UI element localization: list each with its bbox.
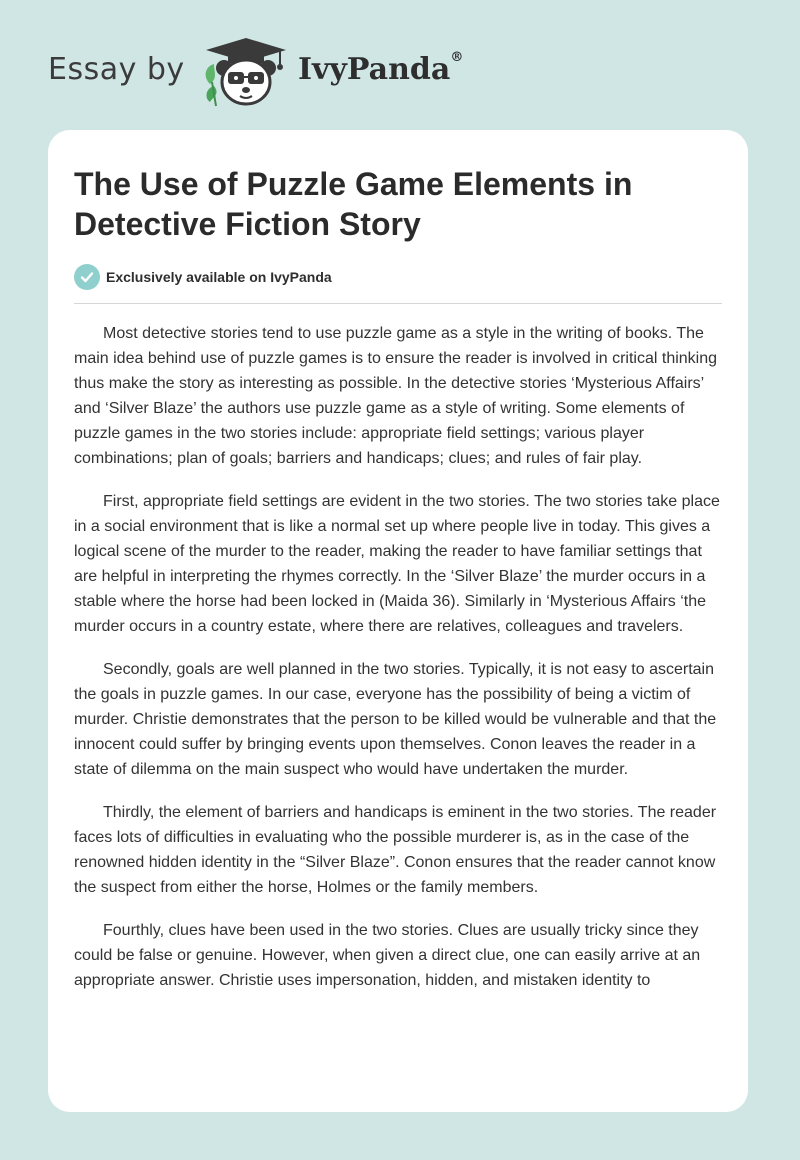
divider: [74, 303, 722, 304]
paragraph: Fourthly, clues have been used in the two stories. Clues are usually tricky since they could be false or genuine. However, when given a direct clue, one can easily arrive at an appropriate answer. Christie uses impersonation, hidden, and mistaken identity to: [74, 922, 701, 989]
paragraph: Thirdly, the element of barriers and handicaps is eminent in the two stories. The reader faces lots of difficulties in evaluating who the possible murderer is, as in the case of the renowned hidden identity in the “Silver Blaze”. Conon ensures that the reader cannot know the suspect from either the horse, Holmes or the family members.: [74, 804, 717, 896]
article-body: [74, 321, 726, 1011]
checkmark-icon: [74, 264, 100, 290]
brand-name[interactable]: [298, 52, 463, 87]
article-card: [48, 130, 748, 1112]
page-title: The Use of Puzzle Game Elements in Detective Fiction Story: [74, 166, 633, 242]
paragraph: Secondly, goals are well planned in the two stories. Typically, it is not easy to ascertain the goals in puzzle games. In our case, everyone has the possibility of being a victim of murder. Christie demonstrates that the person to be killed would be vulnerable and that the innocent could suffer by bringing events upon themselves. Conon leaves the reader in a state of dilemma on the main suspect who would have undertaken the murder.: [74, 661, 717, 778]
paragraph: Most detective stories tend to use puzzle game as a style in the writing of books. The main idea behind use of puzzle games is to ensure the reader is involved in critical thinking thus make the story as interesting as possible. In the detective stories ‘Mysterious Affairs’ and ‘Silver Blaze’ the authors use puzzle game as a style of writing. Some elements of puzzle games in the two stories include: appropriate field settings; various player combinations; plan of goals; barriers and handicaps; clues; and rules of fair play.: [74, 325, 718, 467]
brand-name-text: IvyPanda: [298, 52, 451, 87]
exclusive-badge: [74, 264, 332, 290]
brand-prefix: Essay by: [48, 52, 185, 87]
site-header: [0, 0, 800, 130]
panda-graduate-icon[interactable]: [200, 36, 292, 108]
registered-mark: ®: [450, 50, 464, 65]
paragraph: First, appropriate field settings are evident in the two stories. The two stories take place in a social environment that is like a normal set up where people live in today. This gives a logical scene of the murder to the reader, making the reader to have familiar settings that are helpful in interpreting the rhymes correctly. In the ‘Silver Blaze’ the murder occurs in a stable where the horse had been locked in (Maida 36). Similarly in ‘Mysterious Affairs ‘the murder occurs in a country estate, where there are relatives, colleagues and travelers.: [74, 493, 720, 635]
exclusive-label: Exclusively available on IvyPanda: [106, 269, 332, 285]
